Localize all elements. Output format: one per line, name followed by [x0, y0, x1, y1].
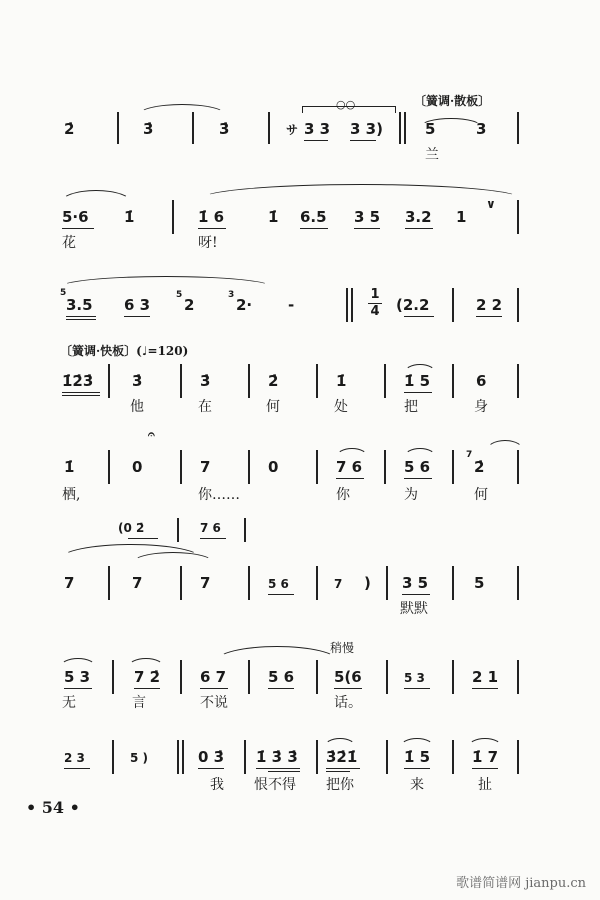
barline: [517, 660, 519, 694]
note: 1̇ 3̇ 3̇: [256, 748, 298, 766]
underline: [404, 478, 432, 479]
lyric: 身: [474, 399, 488, 415]
slur: [400, 738, 434, 747]
barline: [517, 364, 519, 398]
note: 1̇ 5: [404, 372, 431, 390]
note: (2.2: [396, 296, 430, 314]
slur: [216, 646, 338, 661]
note: 5 ): [130, 751, 149, 765]
grace-note: 5: [176, 290, 183, 300]
upper-note: 7 6: [200, 521, 221, 535]
note: 2̇: [64, 120, 75, 138]
barline: [517, 740, 519, 774]
barline: [182, 740, 184, 774]
barline: [316, 740, 318, 774]
time-signature: [368, 288, 382, 320]
barline: [108, 566, 110, 600]
barline: [351, 288, 353, 322]
slur: [336, 448, 368, 457]
slur: [324, 738, 356, 747]
breath-mark: ∨: [486, 197, 496, 211]
barline: [108, 364, 110, 398]
barline: [244, 518, 246, 542]
circle-marks: ○○: [336, 98, 356, 111]
barline: [108, 450, 110, 484]
underline: [404, 688, 430, 689]
lyric: 不说: [200, 695, 228, 711]
barline: [117, 112, 119, 144]
lyric: 为: [404, 487, 418, 503]
note: 5: [425, 120, 436, 138]
barline: [177, 518, 179, 542]
barline: [316, 450, 318, 484]
lyric: 无: [62, 695, 76, 711]
underline: [66, 316, 96, 317]
underline: [124, 316, 150, 317]
barline: [268, 112, 270, 144]
barline: [316, 660, 318, 694]
note: 1̇: [124, 208, 135, 226]
note: 3̇: [200, 372, 211, 390]
barline: [180, 450, 182, 484]
note: 1̇: [268, 208, 279, 226]
slur: [60, 276, 272, 287]
barline: [452, 566, 454, 600]
underline: [404, 768, 430, 769]
note: 7 2̇: [134, 668, 161, 686]
lyric: 把: [404, 399, 418, 415]
ts-numerator: 1: [370, 287, 380, 302]
note: 7: [334, 577, 343, 591]
note: 3 3): [350, 120, 383, 138]
barline: [180, 566, 182, 600]
underline: [200, 538, 226, 539]
note: 5 6: [404, 458, 431, 476]
barline: [384, 364, 386, 398]
fermata-icon: 𝄐: [148, 427, 155, 441]
barline: [452, 660, 454, 694]
note: 0: [132, 458, 143, 476]
page-number: • 54 •: [26, 798, 80, 817]
lyric: 在: [198, 399, 212, 415]
barline: [452, 450, 454, 484]
lyric: 何: [474, 487, 488, 503]
note: 2: [184, 296, 195, 314]
note: 5 3: [64, 668, 91, 686]
note: 5 6: [268, 668, 295, 686]
note: 6 3: [124, 296, 151, 314]
lyric: 扯: [478, 777, 492, 793]
underline: [62, 392, 100, 393]
lyric: 呀!: [198, 235, 218, 251]
underline: [304, 140, 328, 141]
barline: [517, 566, 519, 600]
underline: [62, 395, 100, 396]
barline: [248, 364, 250, 398]
note: 1̇2̇3̇: [62, 372, 94, 390]
barline: [316, 566, 318, 600]
underline: [256, 768, 300, 769]
note: 1̇: [336, 372, 347, 390]
note: 5 6: [268, 577, 289, 591]
barline: [452, 740, 454, 774]
underline: [326, 768, 360, 769]
underline: [404, 316, 434, 317]
lyric: 来: [410, 777, 424, 793]
note: 7: [200, 574, 211, 592]
underline: [404, 392, 432, 393]
lyric: 你……: [198, 487, 240, 503]
note: 3: [476, 120, 487, 138]
barline: [248, 566, 250, 600]
grace-note: 3: [228, 290, 235, 300]
underline: [64, 768, 90, 769]
lyric: 花: [62, 235, 76, 251]
tempo-header-kuaiban: 〔簧调·快板〕(♩=120): [60, 344, 189, 358]
underline: [472, 768, 498, 769]
note: 7: [132, 574, 143, 592]
underline: [334, 688, 362, 689]
barline: [180, 660, 182, 694]
lyric: 言: [132, 695, 146, 711]
lyric: 处: [334, 399, 348, 415]
underline: [326, 771, 350, 772]
tempo-marking: 稍慢: [330, 641, 355, 655]
note: 5(6: [334, 668, 362, 686]
note: 1̇ 7: [472, 748, 499, 766]
underline: [405, 228, 433, 229]
slur: [468, 738, 502, 747]
underline: [200, 688, 228, 689]
note: 0: [268, 458, 279, 476]
grace-note: 7: [466, 450, 473, 460]
note: 1̇ 6: [198, 208, 225, 226]
lyric: 默默: [400, 601, 428, 617]
note: 6 7: [200, 668, 227, 686]
note: 2 3: [64, 751, 85, 765]
lyric: 他: [130, 399, 144, 415]
barline: [386, 740, 388, 774]
underline: [402, 594, 430, 595]
lyric: 我: [210, 777, 224, 793]
paren: ): [364, 574, 371, 592]
note: 1̇ 5: [404, 748, 431, 766]
note: 1: [456, 208, 467, 226]
upper-note: (0 2̇: [118, 521, 145, 535]
underline: [300, 228, 328, 229]
barline: [452, 364, 454, 398]
note: 6.5: [300, 208, 327, 226]
barline: [517, 450, 519, 484]
barline: [112, 740, 114, 774]
ts-denominator: 4: [370, 304, 380, 320]
lyric: 兰: [425, 147, 439, 163]
note: 3 3: [304, 120, 331, 138]
barline: [346, 288, 348, 322]
barline: [386, 566, 388, 600]
underline: [336, 478, 364, 479]
watermark: 歌谱简谱网 jianpu.cn: [456, 876, 586, 891]
underline: [134, 688, 160, 689]
underline: [268, 771, 300, 772]
underline: [198, 228, 226, 229]
sign: サ: [286, 123, 299, 137]
underline: [476, 316, 502, 317]
barline: [517, 200, 519, 234]
underline: [62, 228, 94, 229]
note: 0 3̇: [198, 748, 225, 766]
note: 3̇2̇1̇: [326, 748, 358, 766]
note: 2̇: [474, 458, 485, 476]
barline: [404, 112, 406, 144]
barline: [386, 660, 388, 694]
note: 5 3: [404, 671, 425, 685]
note: 3 5: [402, 574, 429, 592]
barline: [192, 112, 194, 144]
note: 5·6: [62, 208, 89, 226]
underline: [268, 688, 294, 689]
underline: [268, 594, 294, 595]
phrase-slur: [200, 184, 522, 199]
note: 3.5: [66, 296, 93, 314]
barline: [384, 450, 386, 484]
note: 2 1: [472, 668, 499, 686]
note: 5: [474, 574, 485, 592]
underline: [128, 538, 158, 539]
note: 2 2: [476, 296, 503, 314]
barline: [248, 660, 250, 694]
note: 3̇: [219, 120, 230, 138]
lyric: 何: [266, 399, 280, 415]
note: 2·: [236, 296, 253, 314]
note: 7: [200, 458, 211, 476]
barline: [177, 740, 179, 774]
note: 3̇: [143, 120, 154, 138]
underline: [472, 688, 498, 689]
underline: [354, 228, 380, 229]
lyric: 你: [336, 487, 350, 503]
slur: [60, 190, 132, 203]
lyric: 恨不得: [254, 777, 296, 793]
barline: [180, 364, 182, 398]
barline: [248, 450, 250, 484]
lyric: 把你: [326, 777, 354, 793]
dash: -: [288, 296, 295, 314]
note: 3 5: [354, 208, 381, 226]
slur: [60, 658, 96, 667]
barline: [316, 364, 318, 398]
grace-note: 5: [60, 288, 67, 298]
note: 7: [64, 574, 75, 592]
underline: [64, 688, 92, 689]
underline: [198, 768, 224, 769]
note: 1̇: [64, 458, 75, 476]
tempo-header-sanban: 〔簧调·散板〕: [414, 94, 491, 108]
barline: [244, 740, 246, 774]
slur: [128, 658, 164, 667]
underline: [66, 319, 96, 320]
note: 3.2: [405, 208, 432, 226]
note: 2̇: [268, 372, 279, 390]
note: 3̇: [132, 372, 143, 390]
lyric: 栖,: [62, 487, 81, 503]
slur: [138, 104, 226, 115]
barline: [452, 288, 454, 322]
barline: [517, 112, 519, 144]
slur: [404, 448, 436, 457]
barline: [517, 288, 519, 322]
underline: [350, 140, 376, 141]
barline: [112, 660, 114, 694]
note: 6: [476, 372, 487, 390]
barline: [172, 200, 174, 234]
barline: [399, 112, 401, 144]
lyric: 话。: [334, 695, 362, 711]
note: 7 6: [336, 458, 363, 476]
